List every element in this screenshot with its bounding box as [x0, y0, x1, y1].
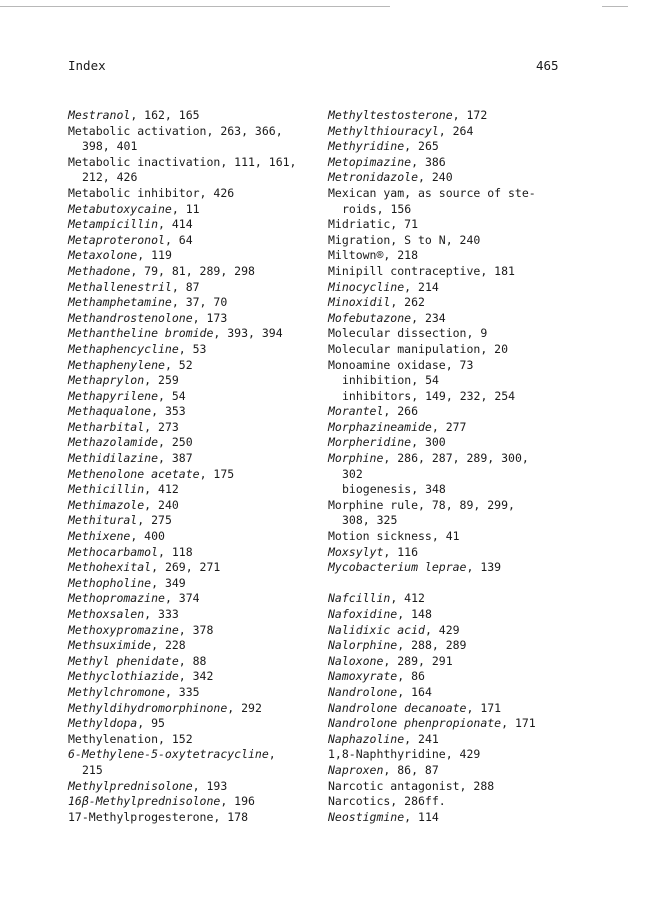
index-term: Narcotics, 286ff. [328, 794, 446, 809]
index-entry [68, 373, 323, 389]
index-term: Methohexital [68, 560, 152, 575]
index-entry [328, 810, 628, 826]
index-pages: , 86, 87 [383, 762, 439, 777]
index-entry [328, 358, 628, 374]
index-term: Nalorphine [328, 638, 398, 653]
index-pages: , 393, 394 [213, 326, 283, 341]
index-term: Mycobacterium leprae [328, 560, 467, 575]
index-entry [328, 607, 628, 623]
index-term: Methaprylon [68, 373, 145, 388]
index-term: Minocycline [328, 279, 405, 294]
index-entry [68, 186, 323, 202]
index-term: inhibitors, 149, 232, 254 [342, 388, 516, 403]
index-pages: , 400 [130, 529, 165, 544]
index-entry [68, 124, 323, 140]
index-entry [328, 716, 628, 732]
index-term: Metampicillin [68, 217, 159, 232]
index-subentry [68, 763, 323, 779]
index-term: Methyridine [328, 139, 405, 154]
index-term: Methidilazine [68, 451, 159, 466]
index-term: Methixene [68, 529, 131, 544]
index-pages: , 286, 287, 289, 300, [383, 451, 529, 466]
index-term: Morpheridine [328, 435, 412, 450]
index-term: Nandrolone decanoate [328, 700, 467, 715]
index-pages: , 269, 271 [151, 560, 221, 575]
index-entry [68, 389, 323, 405]
index-subentry [68, 139, 323, 155]
index-entry [68, 591, 323, 607]
index-entry [68, 654, 323, 670]
index-entry [68, 482, 323, 498]
index-term: Methylthiouracyl [328, 123, 439, 138]
index-pages: , 54 [158, 388, 186, 403]
index-column-right [328, 108, 628, 825]
index-term: Methaphencycline [68, 341, 179, 356]
index-pages: , 173 [192, 310, 228, 325]
index-entry [328, 311, 628, 327]
index-pages: , 342 [178, 669, 214, 684]
index-term: Nafcillin [328, 591, 391, 606]
index-entry [328, 186, 628, 202]
index-term: 212, 426 [82, 170, 138, 185]
index-entry [328, 654, 628, 670]
index-pages: , 277 [431, 419, 467, 434]
index-entry [68, 607, 323, 623]
running-header-title: Index [68, 58, 106, 73]
index-column-left [68, 108, 323, 825]
index-term: Naloxone [328, 653, 384, 668]
page-number: 465 [536, 58, 559, 73]
index-term: 398, 401 [82, 139, 138, 154]
index-pages: , 266 [383, 404, 419, 419]
index-pages: , 386 [411, 154, 446, 169]
index-term: Metabolic inactivation, 111, 161, [68, 154, 297, 169]
index-entry [328, 264, 628, 280]
index-entry [68, 248, 323, 264]
index-pages: , 288, 289 [397, 638, 467, 653]
index-term: Methadone [68, 263, 131, 278]
index-pages: , 241 [404, 731, 439, 746]
top-rule-left [0, 6, 390, 7]
index-pages: , 234 [411, 310, 446, 325]
index-term: Methitural [68, 513, 138, 528]
index-entry [68, 342, 323, 358]
index-entry [328, 794, 628, 810]
index-pages: , 86 [397, 669, 425, 684]
index-entry [328, 170, 628, 186]
index-pages: , 175 [199, 466, 235, 481]
index-term: Naproxen [328, 762, 384, 777]
index-pages: , 148 [397, 607, 432, 621]
index-entry [328, 701, 628, 717]
index-pages: , 88 [178, 653, 207, 668]
index-pages: , [268, 747, 276, 762]
index-pages: , 240 [418, 170, 453, 185]
index-entry [68, 280, 323, 296]
index-subentry [328, 202, 628, 218]
index-pages: , 300 [411, 435, 446, 450]
index-term: Monoamine oxidase, 73 [328, 357, 474, 372]
index-term: Molecular dissection, 9 [328, 326, 488, 341]
index-term: Metabutoxycaine [68, 201, 172, 216]
index-term: biogenesis, 348 [342, 482, 446, 497]
index-pages: , 119 [137, 248, 172, 263]
index-entry [68, 810, 323, 826]
index-entry [328, 217, 628, 233]
index-term: Naphazoline [328, 731, 405, 746]
index-term: 1,8-Naphthyridine, 429 [328, 747, 481, 762]
index-entry [68, 638, 323, 654]
top-rule-right [602, 6, 628, 7]
index-pages: , 79, 81, 289, 298 [130, 263, 255, 278]
index-pages: , 429 [424, 622, 460, 637]
index-term: Morphazineamide [328, 419, 432, 434]
index-pages: , 374 [164, 591, 200, 606]
index-entry [68, 623, 323, 639]
index-term: Namoxyrate [328, 669, 398, 684]
index-entry [68, 732, 323, 748]
index-pages: , 171 [466, 700, 502, 715]
index-pages: , 193 [192, 778, 228, 793]
index-entry [328, 732, 628, 748]
index-entry [328, 280, 628, 296]
index-term: Methylchromone [68, 684, 165, 699]
index-entry [328, 560, 628, 576]
index-entry [328, 233, 628, 249]
index-entry [68, 779, 323, 795]
index-entry [328, 763, 628, 779]
index-entry [68, 513, 323, 529]
index-pages: , 95 [137, 716, 165, 731]
index-pages: , 114 [404, 809, 439, 824]
index-pages: , 164 [397, 684, 432, 699]
index-term: 16β-Methylprednisolone [68, 794, 221, 809]
index-term: Methopholine [68, 575, 152, 590]
index-term: Methimazole [68, 497, 145, 512]
index-entry [328, 779, 628, 795]
index-entry [328, 420, 628, 436]
index-pages: , 240 [144, 497, 179, 512]
index-entry [68, 326, 323, 342]
index-term: Molecular manipulation, 20 [328, 341, 509, 356]
index-entry [68, 264, 323, 280]
index-entry [328, 295, 628, 311]
index-entry [328, 326, 628, 342]
index-entry [328, 545, 628, 561]
index-entry [328, 248, 628, 264]
index-entry [328, 451, 628, 467]
index-entry [68, 545, 323, 561]
index-entry [68, 108, 323, 124]
index-pages: , 11 [171, 201, 200, 216]
index-term: Morantel [328, 404, 384, 419]
index-pages: , 414 [158, 217, 193, 232]
index-term: Metopimazine [328, 154, 412, 169]
index-pages: , 139 [466, 560, 502, 575]
index-term: Migration, S to N, 240 [328, 232, 481, 247]
index-entry [68, 311, 323, 327]
index-term: Nafoxidine [328, 607, 398, 621]
index-term: Metaproteronol [68, 232, 165, 247]
index-entry [328, 108, 628, 124]
index-pages: , 37, 70 [171, 295, 228, 310]
index-subentry [328, 373, 628, 389]
index-pages: , 265 [404, 139, 439, 154]
index-subentry [328, 467, 628, 483]
index-term: Methazolamide [68, 435, 159, 450]
index-term: roids, 156 [342, 201, 412, 216]
index-entry [68, 217, 323, 233]
index-entry [68, 529, 323, 545]
index-entry [328, 747, 628, 763]
index-pages: , 412 [390, 591, 425, 606]
index-pages: , 172 [452, 108, 488, 122]
index-entry [68, 701, 323, 717]
index-term: Minoxidil [328, 295, 391, 310]
index-term: Methocarbamol [68, 544, 159, 559]
index-pages: , 228 [151, 638, 186, 653]
index-entry [68, 498, 323, 514]
index-term: Morphine rule, 78, 89, 299, [328, 497, 515, 512]
index-term: 215 [82, 762, 103, 777]
index-term: Methoxsalen [68, 607, 145, 621]
index-term: Methyltestosterone [328, 108, 453, 122]
index-term: Metabolic activation, 263, 366, [68, 123, 283, 138]
index-term: Methenolone acetate [68, 466, 200, 481]
index-term: 17-Methylprogesterone, 178 [68, 809, 249, 824]
index-pages: , 412 [144, 482, 179, 497]
index-entry [68, 202, 323, 218]
index-term: Methicillin [68, 482, 145, 497]
index-pages: , 116 [383, 544, 419, 559]
index-pages: , 87 [171, 279, 200, 294]
index-term: 6-Methylene-5-oxytetracycline [68, 747, 269, 762]
index-term: Methamphetamine [68, 295, 172, 310]
index-entry [328, 623, 628, 639]
index-term: Methandrostenolone [68, 310, 193, 325]
index-pages: , 387 [158, 451, 193, 466]
index-term: Methyldihydromorphinone [68, 700, 228, 715]
index-pages: , 378 [178, 622, 214, 637]
index-pages: , 259 [144, 373, 179, 388]
index-pages: , 289, 291 [383, 653, 453, 668]
index-pages: , 250 [158, 435, 193, 450]
index-term: Narcotic antagonist, 288 [328, 778, 495, 793]
index-term: Methylprednisolone [68, 778, 193, 793]
index-entry [68, 155, 323, 171]
index-pages: , 292 [227, 700, 262, 715]
index-entry [68, 295, 323, 311]
index-entry [68, 685, 323, 701]
index-term: Nandrolone phenpropionate [328, 716, 502, 731]
index-pages: , 264 [438, 123, 474, 138]
index-spacer [328, 576, 628, 592]
index-pages: , 171 [501, 716, 536, 731]
index-subentry [328, 482, 628, 498]
index-term: Metharbital [68, 419, 145, 434]
index-term: Methopromazine [68, 591, 165, 606]
index-term: Mofebutazone [328, 310, 412, 325]
index-term: Methsuximide [68, 638, 152, 653]
index-entry [328, 591, 628, 607]
index-term: 302 [342, 466, 363, 481]
index-pages: , 273 [144, 419, 179, 434]
index-pages: , 52 [164, 357, 193, 372]
index-pages: , 64 [164, 232, 193, 247]
index-entry [68, 576, 323, 592]
index-pages: , 353 [151, 404, 186, 419]
index-entry [328, 529, 628, 545]
index-term: Metabolic inhibitor, 426 [68, 185, 235, 200]
index-term: Methylenation, 152 [68, 731, 193, 746]
index-pages: , 262 [390, 295, 425, 310]
index-term: Methyl phenidate [68, 653, 179, 668]
index-term: Metronidazole [328, 170, 419, 185]
index-term: Methaqualone [68, 404, 152, 419]
index-term: Neostigmine [328, 809, 405, 824]
index-entry [68, 404, 323, 420]
index-pages: , 275 [137, 513, 172, 528]
index-term: Moxsylyt [328, 544, 384, 559]
index-pages: , 118 [158, 544, 193, 559]
index-term: Nalidixic acid [328, 622, 425, 637]
index-term: Methyclothiazide [68, 669, 179, 684]
index-entry [328, 124, 628, 140]
index-entry [328, 685, 628, 701]
index-term: Minipill contraceptive, 181 [328, 263, 515, 278]
index-term: Methallenestril [68, 279, 172, 294]
index-entry [328, 139, 628, 155]
index-term: Methantheline bromide [68, 326, 214, 341]
index-term: Methoxypromazine [68, 622, 179, 637]
index-entry [328, 435, 628, 451]
index-term: Midriatic, 71 [328, 217, 419, 232]
index-term: Mestranol [68, 108, 131, 122]
index-pages: , 53 [178, 341, 207, 356]
index-pages: , 196 [220, 794, 255, 809]
index-term: Mexican yam, as source of ste- [328, 185, 536, 200]
index-entry [68, 747, 323, 763]
index-entry [68, 233, 323, 249]
index-pages: , 162, 165 [130, 108, 200, 122]
index-term: Methyldopa [68, 716, 138, 731]
index-entry [68, 358, 323, 374]
index-entry [328, 669, 628, 685]
index-subentry [68, 170, 323, 186]
index-term: inhibition, 54 [342, 373, 439, 388]
index-entry [68, 716, 323, 732]
index-entry [328, 155, 628, 171]
index-entry [328, 404, 628, 420]
index-entry [328, 498, 628, 514]
index-subentry [328, 389, 628, 405]
index-term: Nandrolone [328, 684, 398, 699]
index-pages: , 349 [151, 575, 186, 590]
index-pages: , 214 [404, 279, 439, 294]
index-entry [68, 669, 323, 685]
index-entry [68, 467, 323, 483]
index-entry [68, 560, 323, 576]
index-term: Morphine [328, 451, 384, 466]
index-term: 308, 325 [342, 513, 398, 528]
index-term: Motion sickness, 41 [328, 529, 460, 544]
index-entry [68, 794, 323, 810]
index-entry [68, 451, 323, 467]
index-entry [68, 420, 323, 436]
index-term: Metaxolone [68, 248, 138, 263]
index-term: Methaphenylene [68, 357, 165, 372]
index-subentry [328, 513, 628, 529]
index-entry [68, 435, 323, 451]
index-entry [328, 638, 628, 654]
index-pages: , 335 [164, 684, 200, 699]
index-entry [328, 342, 628, 358]
index-pages: , 333 [144, 607, 179, 621]
index-term: Miltown®, 218 [328, 248, 419, 263]
index-term: Methapyrilene [68, 388, 159, 403]
